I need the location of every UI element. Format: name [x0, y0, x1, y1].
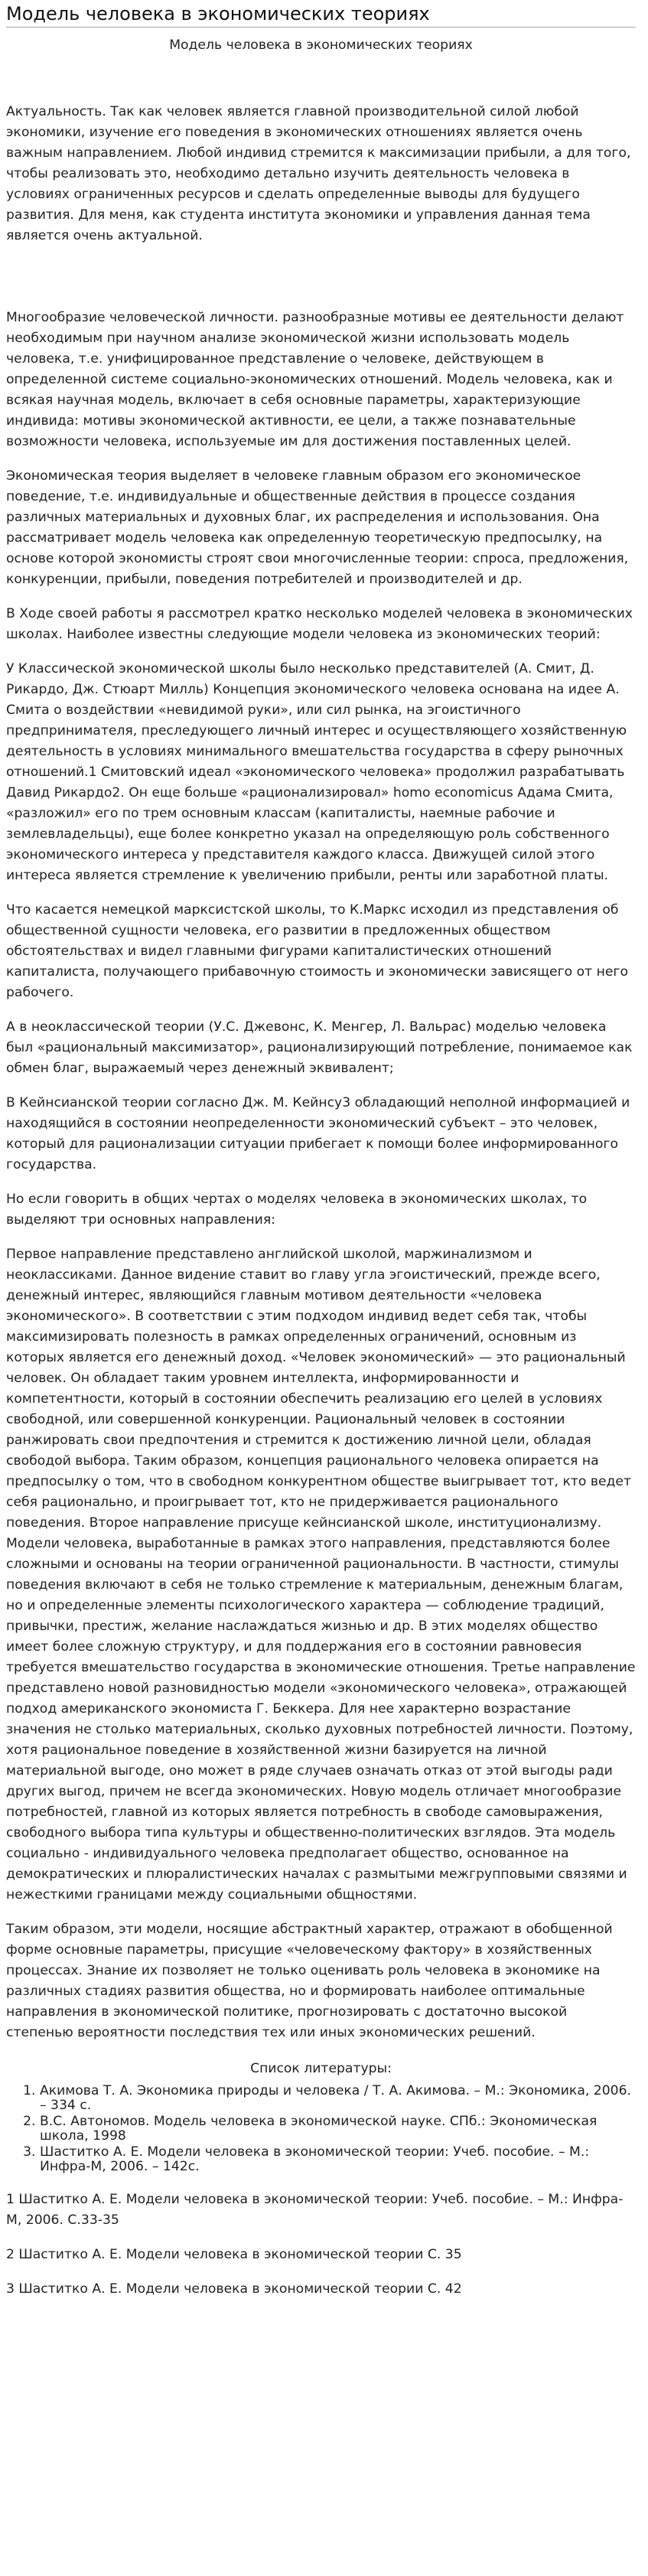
literature-item: 1. Акимова Т. А. Экономика природы и человека / Т. А. Акимова. – М.: Экономика, 2006. – 334 с.: [40, 2084, 636, 2113]
paragraph-marxist-school: Что касается немецкой марксистской школы, то К.Маркс исходил из представления об общественной сущности человека, его развитии в предложенных обществом обстоятельствах и видел главными фигурами капиталистических отношений капиталиста, получающего прибавочную стоимость и экономически зависящего от него рабочего.: [6, 902, 628, 1000]
literature-list: [6, 2084, 636, 2174]
paragraph-neoclassical-theory: А в неоклассической теории (У.С. Джевонс, К. Менгер, Л. Вальрас) моделью человека был «рациональный максимизатор», рационализирующий потребление, понимаемое как обмен благ, выражаемый через денежный эквивалент;: [6, 1019, 633, 1076]
paragraph-three-directions-intro: Но если говорить в общих чертах о моделях человека в экономических школах, то выделяют три основных направления:: [6, 1192, 588, 1228]
footnote-1: 1 Шаститко А. Е. Модели человека в экономической теории: Учеб. пособие. – М.: Инфра-М, 2006. С.33-35: [6, 2192, 624, 2228]
paragraph-relevance: Актуальность. Так как человек является главной производительной силой любой экономики, изучение его поведения в экономических отношениях является очень важным направлением. Любой индивид стремится к максимизации прибыли, а для того, чтобы реализовать это, необходимо детально изучить деятельность человека в условиях ограниченных ресурсов и сделать определенные выводы для будущего развития. Для меня, как студента института экономики и управления данная тема является очень актуальной.: [6, 104, 631, 243]
page-title: Модель человека в экономических теориях: [6, 0, 636, 28]
paragraph-classical-school: У Классической экономической школы было несколько представителей (А. Смит, Д. Рикардо, Дж. Стюарт Милль) Концепция экономического человека основана на идее А. Смита о воздействии «невидимой руки», или сил рынка, на эгоистичного предпринимателя, преследующего личный интерес и осуществляющего хозяйственную деятельность в условиях минимального вмешательства государства в сферу рыночных отношений.1 Смитовский идеал «экономического человека» продолжил разрабатывать Давид Рикардо2. Он еще больше «рационализировал» homo economicus Адама Смита, «разложил» его по трем основным классам (капиталисты, наемные рабочие и землевладельцы), еще более конкретно указал на определяющую роль собственного экономического интереса у представителя каждого класса. Движущей силой этого интереса является стремление к увеличению прибыли, ренты или заработной платы.: [6, 661, 627, 883]
footnote-3: 3 Шаститко А. Е. Модели человека в экономической теории С. 42: [6, 2281, 462, 2297]
literature-item: 3. Шаститко А. Е. Модели человека в экономической теории: Учеб. пособие. – М.: Инфра-М, 2006. – 142с.: [40, 2145, 636, 2174]
paragraph-keynesian-theory: В Кейнсианской теории согласно Дж. М. Кейнсу3 обладающий неполной информацией и находящийся в состоянии неопределенности экономический субъект – это человек, который для рационализации ситуации прибегает к помощи более информированного государства.: [6, 1095, 630, 1172]
subtitle: Модель человека в экономических теориях: [169, 37, 473, 53]
footnote-2: 2 Шаститко А. Е. Модели человека в экономической теории С. 35: [6, 2247, 462, 2262]
paragraph-three-directions: Первое направление представлено английской школой, маржинализмом и неоклассиками. Данное видение ставит во главу угла эгоистический, прежде всего, денежный интерес, являющийся главным мотивом деятельности «человека экономического». В соответствии с этим подходом индивид ведет себя так, чтобы максимизировать полезность в рамках определенных ограничений, основным из которых является его денежный доход. «Человек экономический» — это рациональный человек. Он обладает таким уровнем интеллекта, информированности и компетентности, который в состоянии обеспечить реализацию его целей в условиях свободной, или совершенной конкуренции. Рациональный человек в состоянии ранжировать свои предпочтения и стремится к достижению личной цели, обладая свободой выбора. Таким образом, концепция рационального человека опирается на предпосылку о том, что в свободном конкурентном обществе выигрывает тот, кто ведет себя рационально, и проигрывает тот, кто не придерживается рационального поведения. Второе направление присуще кейнсианской школе, институционализму. Модели человека, выработанные в рамках этого направления, представляются более сложными и основаны на теории ограниченной рациональности. В частности, стимулы поведения включают в себя не только стремление к материальным, денежным благам, но и определенные элементы психологического характера — соблюдение традиций, привычки, престиж, желание наслаждаться жизнью и др. В этих моделях общество имеет более сложную структуру, и для поддержания его в состоянии равновесия требуется вмешательство государства в экономические отношения. Третье направление представлено новой разновидностью модели «экономического человека», отражающей подход американского экономиста Г. Беккера. Для нее характерно возрастание значения не столько материальных, сколько духовных потребностей личности. Поэтому, хотя рациональное поведение в хозяйственной жизни базируется на личной материальной выгоде, оно может в ряде случаев означать отказ от этой выгоды ради других выгод, причем не всегда экономических. Новую модель отличает многообразие потребностей, главной из которых является потребность в свободе самовыражения, свободного выбора типа культуры и общественно-политических взглядов. Эта модель социально - индивидуального человека предполагает общество, основанное на демократических и плюралистических началах с размытыми межгрупповыми связями и нежесткими границами между социальными общностями.: [6, 1247, 636, 1903]
paragraph-conclusion: Таким образом, эти модели, носящие абстрактный характер, отражают в обобщенной форме основные параметры, присущие «человеческому фактору» в хозяйственных процессах. Знание их позволяет не только оценивать роль человека в экономике на различных стадиях развития общества, но и формировать наиболее оптимальные направления в экономической политике, прогнозировать с достаточно высокой степенью вероятности последствия тех или иных экономических решений.: [6, 1922, 613, 2040]
paragraph-human-diversity: Многообразие человеческой личности. разнообразные мотивы ее деятельности делают необходимым при научном анализе экономической жизни использовать модель человека, т.е. унифицированное представление о человеке, действующем в определенной системе социально-экономических отношений. Модель человека, как и всякая научная модель, включает в себя основные параметры, характеризующие индивида: мотивы экономической активности, ее цели, а также познавательные возможности человека, используемые им для достижения поставленных целей.: [6, 310, 624, 449]
literature-heading: Список литературы:: [250, 2061, 392, 2076]
paragraph-economic-behavior: Экономическая теория выделяет в человеке главным образом его экономическое поведение, т.е. индивидуальные и общественные действия в процессе создания различных материальных и духовных благ, их распределения и использования. Она рассматривает модель человека как определенную теоретическую предпосылку, на основе которой экономисты строят свои многочисленные теории: спроса, предложения, конкуренции, прибыли, поведения потребителей и производителей и др.: [6, 468, 629, 587]
paragraph-work-overview: В Ходе своей работы я рассмотрел кратко несколько моделей человека в экономических школах. Наиболее известны следующие модели человека из экономических теорий:: [6, 606, 633, 642]
literature-item: 2. В.С. Автономов. Модель человека в экономической науке. СПб.: Экономическая школа, 1998: [40, 2115, 636, 2144]
